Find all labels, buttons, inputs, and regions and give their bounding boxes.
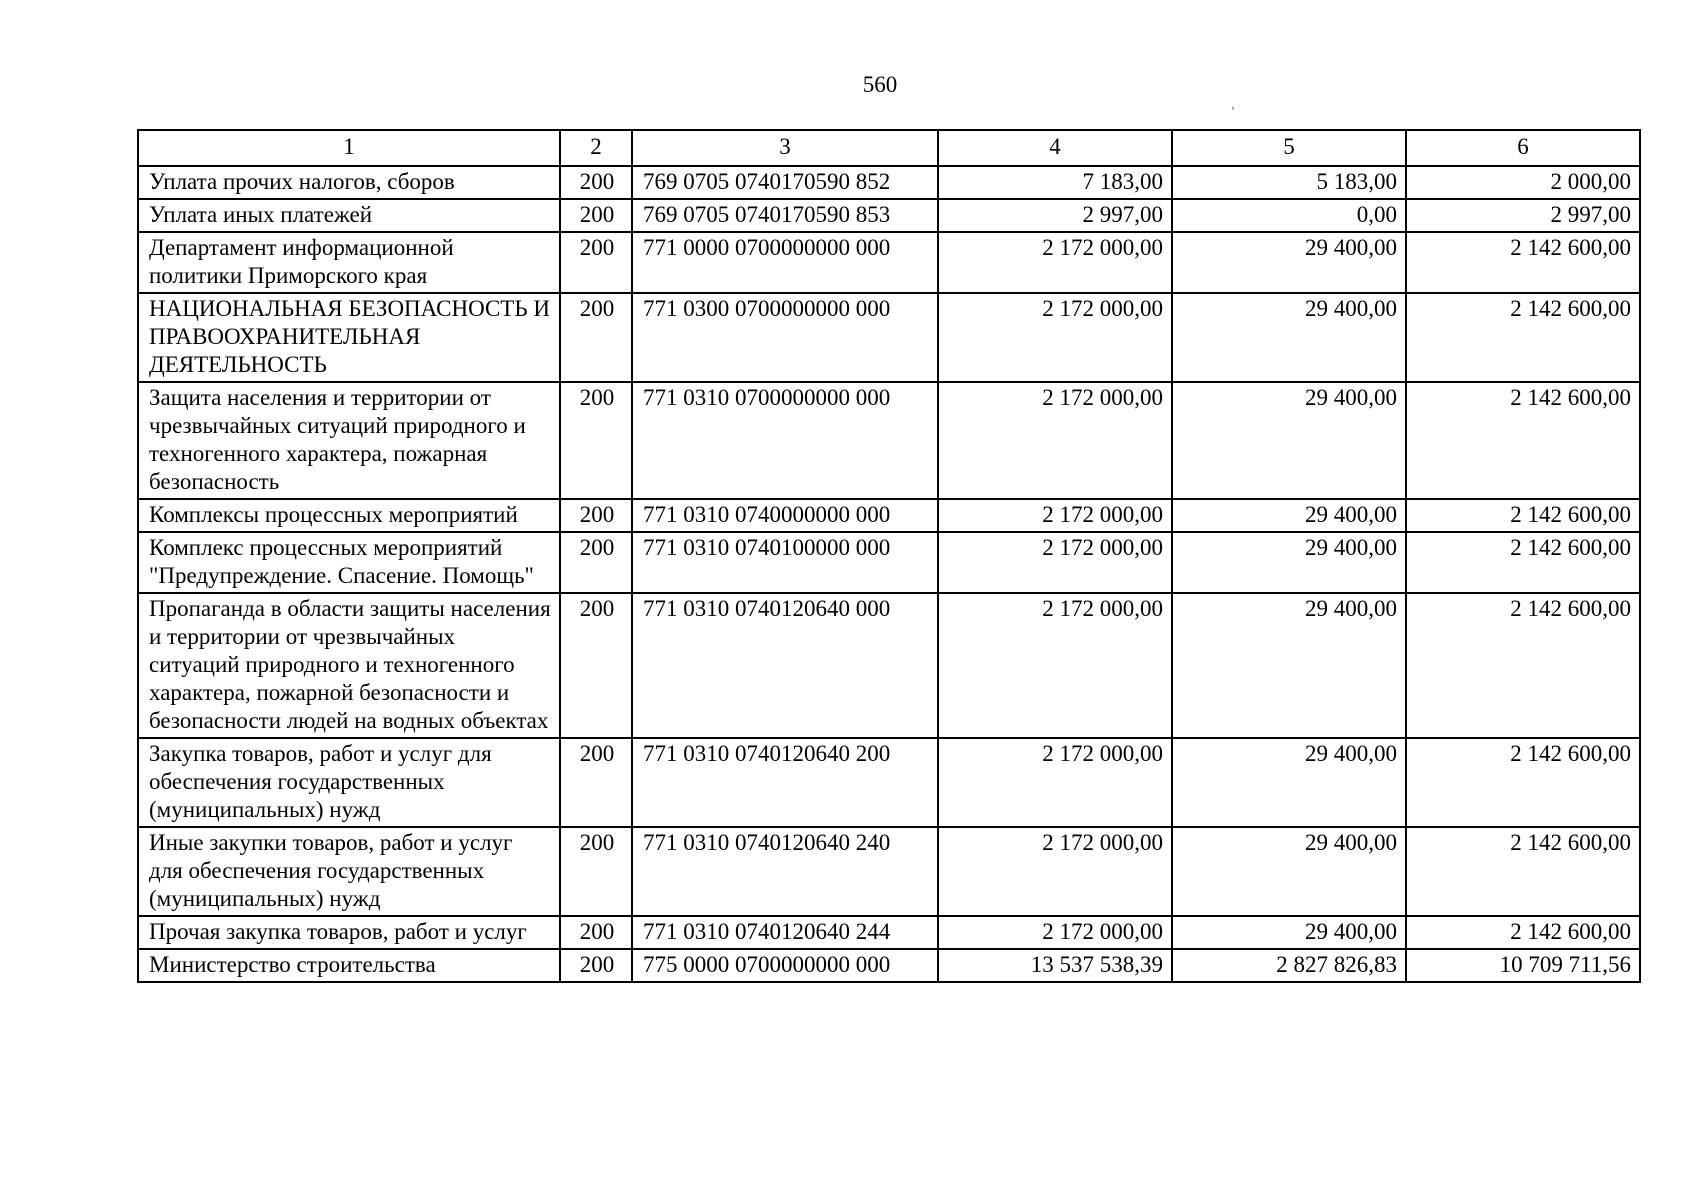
- cell-code: 200: [560, 232, 632, 293]
- table-row: [138, 293, 1640, 382]
- cell-amount-col4: 2 172 000,00: [938, 738, 1172, 827]
- cell-classification: 769 0705 0740170590 852: [632, 166, 938, 199]
- cell-amount-col4: 2 172 000,00: [938, 593, 1172, 738]
- cell-code: 200: [560, 382, 632, 499]
- cell-classification: 771 0300 0700000000 000: [632, 293, 938, 382]
- table-row: [138, 199, 1640, 232]
- cell-amount-col5: 2 827 826,83: [1172, 949, 1406, 982]
- cell-code: 200: [560, 532, 632, 593]
- cell-amount-col6: 2 142 600,00: [1406, 293, 1640, 382]
- cell-classification: 771 0310 0740000000 000: [632, 499, 938, 532]
- cell-name: Защита населения и территории от чрезвычайных ситуаций природного и техногенного характера, пожарная безопасность: [138, 382, 560, 499]
- cell-name: Комплекс процессных мероприятий "Предупреждение. Спасение. Помощь": [138, 532, 560, 593]
- header-row: [138, 130, 1640, 166]
- cell-classification: 775 0000 0700000000 000: [632, 949, 938, 982]
- table-row: [138, 916, 1640, 949]
- cell-classification: 771 0000 0700000000 000: [632, 232, 938, 293]
- cell-amount-col5: 29 400,00: [1172, 293, 1406, 382]
- cell-name: Иные закупки товаров, работ и услуг для обеспечения государственных (муниципальных) нужд: [138, 827, 560, 916]
- cell-amount-col6: 2 142 600,00: [1406, 382, 1640, 499]
- cell-amount-col5: 29 400,00: [1172, 916, 1406, 949]
- cell-amount-col5: 29 400,00: [1172, 382, 1406, 499]
- column-header-2: 2: [560, 130, 632, 166]
- cell-classification: 769 0705 0740170590 853: [632, 199, 938, 232]
- cell-amount-col5: 29 400,00: [1172, 232, 1406, 293]
- cell-code: 200: [560, 827, 632, 916]
- cell-code: 200: [560, 593, 632, 738]
- cell-amount-col6: 2 142 600,00: [1406, 738, 1640, 827]
- cell-amount-col6: 2 142 600,00: [1406, 916, 1640, 949]
- cell-name: Уплата иных платежей: [138, 199, 560, 232]
- cell-amount-col6: 2 000,00: [1406, 166, 1640, 199]
- table-row: [138, 827, 1640, 916]
- cell-amount-col6: 10 709 711,56: [1406, 949, 1640, 982]
- cell-code: 200: [560, 499, 632, 532]
- cell-amount-col4: 2 172 000,00: [938, 499, 1172, 532]
- cell-classification: 771 0310 0740120640 200: [632, 738, 938, 827]
- cell-code: 200: [560, 916, 632, 949]
- cell-code: 200: [560, 166, 632, 199]
- cell-classification: 771 0310 0740120640 000: [632, 593, 938, 738]
- table-row: [138, 232, 1640, 293]
- cell-amount-col5: 29 400,00: [1172, 593, 1406, 738]
- cell-code: 200: [560, 199, 632, 232]
- cell-amount-col4: 2 172 000,00: [938, 827, 1172, 916]
- scan-mark: ʼ: [1231, 104, 1235, 118]
- cell-amount-col5: 29 400,00: [1172, 738, 1406, 827]
- cell-classification: 771 0310 0740100000 000: [632, 532, 938, 593]
- cell-name: Прочая закупка товаров, работ и услуг: [138, 916, 560, 949]
- cell-amount-col5: 5 183,00: [1172, 166, 1406, 199]
- cell-classification: 771 0310 0740120640 244: [632, 916, 938, 949]
- table-row: [138, 382, 1640, 499]
- table-row: [138, 738, 1640, 827]
- cell-amount-col4: 13 537 538,39: [938, 949, 1172, 982]
- cell-name: НАЦИОНАЛЬНАЯ БЕЗОПАСНОСТЬ И ПРАВООХРАНИТЕЛЬНАЯ ДЕЯТЕЛЬНОСТЬ: [138, 293, 560, 382]
- cell-code: 200: [560, 293, 632, 382]
- column-header-5: 5: [1172, 130, 1406, 166]
- column-header-1: 1: [138, 130, 560, 166]
- cell-amount-col4: 2 172 000,00: [938, 916, 1172, 949]
- cell-name: Комплексы процессных мероприятий: [138, 499, 560, 532]
- cell-code: 200: [560, 738, 632, 827]
- cell-amount-col5: 29 400,00: [1172, 499, 1406, 532]
- cell-amount-col5: 29 400,00: [1172, 827, 1406, 916]
- cell-classification: 771 0310 0700000000 000: [632, 382, 938, 499]
- cell-amount-col5: 29 400,00: [1172, 532, 1406, 593]
- column-header-3: 3: [632, 130, 938, 166]
- table-row: [138, 532, 1640, 593]
- cell-amount-col6: 2 997,00: [1406, 199, 1640, 232]
- cell-code: 200: [560, 949, 632, 982]
- cell-amount-col4: 2 172 000,00: [938, 293, 1172, 382]
- cell-amount-col6: 2 142 600,00: [1406, 827, 1640, 916]
- table-row: [138, 499, 1640, 532]
- cell-name: Уплата прочих налогов, сборов: [138, 166, 560, 199]
- cell-amount-col4: 2 172 000,00: [938, 232, 1172, 293]
- page-number: 560: [862, 72, 898, 97]
- budget-table: [137, 129, 1641, 983]
- cell-amount-col6: 2 142 600,00: [1406, 232, 1640, 293]
- cell-amount-col5: 0,00: [1172, 199, 1406, 232]
- column-header-4: 4: [938, 130, 1172, 166]
- cell-amount-col4: 7 183,00: [938, 166, 1172, 199]
- cell-name: Пропаганда в области защиты населения и территории от чрезвычайных ситуаций природного и техногенного характера, пожарной безопасности и безопасности людей на водных объектах: [138, 593, 560, 738]
- cell-amount-col6: 2 142 600,00: [1406, 532, 1640, 593]
- cell-amount-col6: 2 142 600,00: [1406, 593, 1640, 738]
- table-row: [138, 593, 1640, 738]
- cell-classification: 771 0310 0740120640 240: [632, 827, 938, 916]
- column-header-6: 6: [1406, 130, 1640, 166]
- cell-name: Министерство строительства: [138, 949, 560, 982]
- table-row: [138, 166, 1640, 199]
- cell-amount-col4: 2 997,00: [938, 199, 1172, 232]
- table-row: [138, 949, 1640, 982]
- cell-name: Закупка товаров, работ и услуг для обеспечения государственных (муниципальных) нужд: [138, 738, 560, 827]
- cell-name: Департамент информационной политики Приморского края: [138, 232, 560, 293]
- cell-amount-col6: 2 142 600,00: [1406, 499, 1640, 532]
- cell-amount-col4: 2 172 000,00: [938, 382, 1172, 499]
- cell-amount-col4: 2 172 000,00: [938, 532, 1172, 593]
